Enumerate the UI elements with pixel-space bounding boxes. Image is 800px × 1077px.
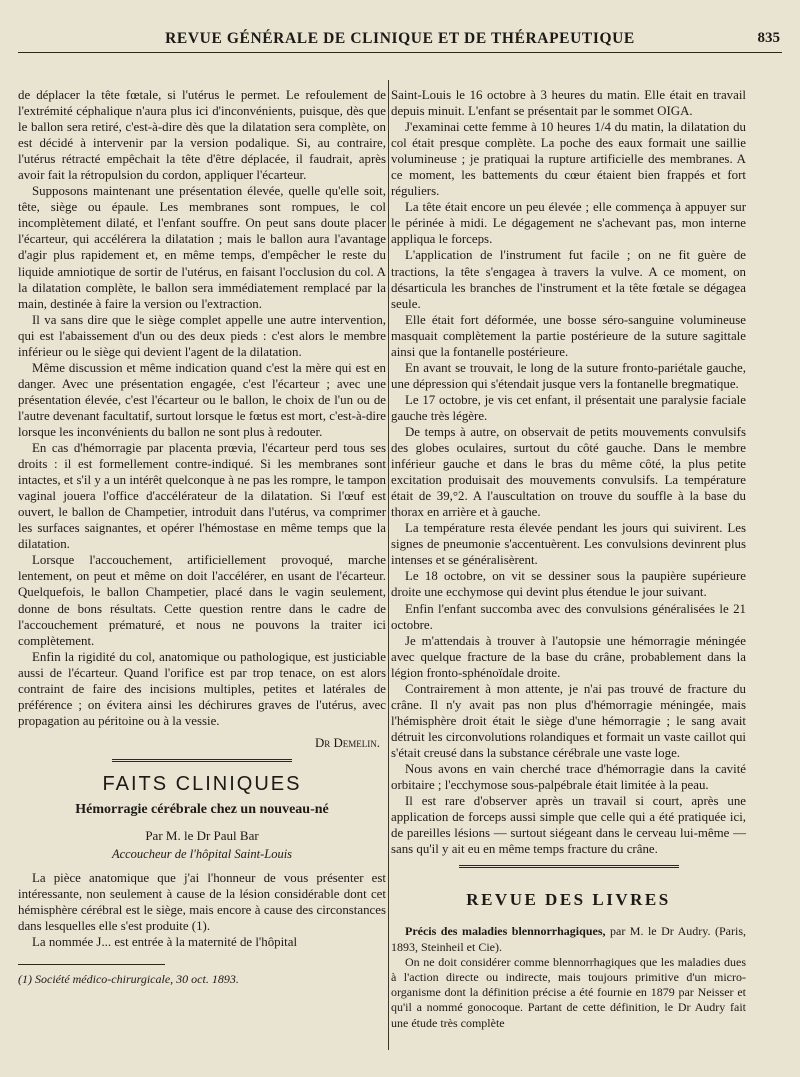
left-column [18,87,386,987]
article-byline: Par M. le Dr Paul Bar [145,828,259,844]
paragraph: La température resta élevée pendant les jours qui suivirent. Les signes de pneumonie s'accentuèrent. Les convulsions devinrent plus intenses et se généralisèrent. [391,521,746,568]
paragraph: J'examinai cette femme à 10 heures 1/4 du matin, la dilatation du col était presque complète. La poche des eaux formait une saillie volumineuse ; je pratiquai la rupture artificielle des membranes. A ce moment, les battements du cœur étaient bien frappés et fort réguliers. [391,120,746,199]
paragraph: Nous avons en vain cherché trace d'hémorragie dans la cavité orbitaire ; l'ecchymose sous-palpébrale était limitée à la peau. [391,761,746,793]
page-number: 835 [757,30,780,46]
paragraph: Il va sans dire que le siège complet appelle une autre intervention, qui est l'abaissement d'un ou des deux pieds : c'est alors le membre inférieur ou le siège qui devient l'agent de la dilatation. [18,312,386,359]
review-book-author: par M. le Dr Audry. (Paris, 1893, Steinheil et Cie). [391,924,747,954]
paragraph: De temps à autre, on observait de petits mouvements convulsifs des globes oculaires, surtout du côté gauche. Dans le membre inférieur gauche et dans le bras du même côté, la plus petite excitation produisait des mouvements convulsifs. La température était de 39,°2. A l'auscultation on trouve du souffle à la base du thorax en arrière et à gauche. [391,424,746,520]
paragraph: La tête était encore un peu élevée ; elle commença à appuyer sur le périnée à midi. Le dégagement ne s'achevant pas, mon interne appliqua le forceps. [391,200,746,247]
paragraph: Il est rare d'observer après un travail si court, après une application de forceps aussi simple que celle qui a été pratiquée ici, de pareilles lésions — surtout siégeant dans le cerveau lui-même — sans qu'il y ait eu en même temps fracture du crâne. [391,794,746,857]
paragraph: de déplacer la tête fœtale, si l'utérus le permet. Le refoulement de l'extrémité céphalique n'aura plus ici d'inconvénients, puisque, dès que le ballon sera retiré, c'est-à-dire dès que la dilatation sera complète, on est décidé à intervenir par la version podalique. Si, au contraire, l'utérus rétracté empêchait la tête d'être déplacée, il faudrait, après avoir fait la rétropulsion du cordon, appliquer l'écarteur. [18,88,386,183]
paragraph: Même discussion et même indication quand c'est la mère qui est en danger. Avec une présentation engagée, c'est l'écarteur ; avec une présentation élevée, c'est l'écarteur ou le ballon, le choix de l'un ou de l'autre devenant facultatif, surtout lorsque le fœtus est mort, c'est-à-dire lorsque les inconvénients du ballon ne sont plus à redouter. [18,360,386,439]
footnote-rule [18,964,165,965]
paragraph: Le 17 octobre, je vis cet enfant, il présentait une paralysie faciale gauche très légère. [391,392,746,423]
section-title-revue-des-livres: REVUE DES LIVRES [466,890,671,910]
paragraph: La nommée J... est entrée à la maternité de l'hôpital [32,935,298,950]
author-signature: Dr Demelin. [314,735,380,750]
page-header [18,28,782,53]
column-divider [388,80,389,1050]
paragraph: Enfin la rigidité du col, anatomique ou pathologique, est justiciable aussi de l'écarteur. Quand l'orifice est par trop tenace, on est alors contraint de faire des incisions multiples, petites et latérales de préférence ; on évitera ainsi les déchirures graves de l'utérus, avec propagation au péritoine ou à la vessie. [18,649,386,728]
right-column [391,87,746,1031]
running-head: REVUE GÉNÉRALE DE CLINIQUE ET DE THÉRAPEUTIQUE [165,30,635,47]
paragraph: L'application de l'instrument fut facile ; on ne fit guère de tractions, la tête s'engagea à travers la vulve. A ce moment, on désarticula les branches de l'instrument et la tête fœtale se dégagea seule. [391,248,746,311]
section-title-faits-cliniques: FAITS CLINIQUES [102,772,302,795]
paragraph: Saint-Louis le 16 octobre à 3 heures du matin. Elle était en travail depuis minuit. L'enfant se présentait par le sommet OIGA. [391,88,746,119]
section-rule [112,759,292,762]
review-book-title: Précis des maladies blennorrhagiques, [405,924,606,939]
paragraph: En avant se trouvait, le long de la suture fronto-pariétale gauche, une dépression qui s'étendait jusque vers la fontanelle bregmatique. [391,360,746,391]
paragraph: Elle était fort déformée, une bosse séro-sanguine volumineuse masquait complètement la partie postérieure de la suture sagittale ainsi que la fontanelle postérieure. [391,312,746,359]
article-title: Hémorragie cérébrale chez un nouveau-né [75,801,329,817]
author-affiliation: Accoucheur de l'hôpital Saint-Louis [111,847,293,862]
paragraph: Lorsque l'accouchement, artificiellement provoqué, marche lentement, on peut et même on doit l'accélérer, en usant de l'écarteur. Quelquefois, le ballon Champetier, placé dans le vagin seulement, donne de bons résultats. Cette question rentre dans le cadre de l'accouchement prématuré, et nous ne pouvons la traiter ici complètement. [18,553,386,648]
paragraph: Le 18 octobre, on vit se dessiner sous la paupière supérieure droite une ecchymose qui devint plus étendue le jour suivant. [391,569,746,600]
footnote: (1) Société médico-chirurgicale, 30 oct. 1893. [18,972,239,987]
paragraph: Contrairement à mon attente, je n'ai pas trouvé de fracture du crâne. Il n'y avait pas non plus d'hémorragie méningée, mais l'hémisphère droit était le siège d'une hémorragie ; le sang avait détruit les circonvolutions rolandiques et formait un vaste caillot qui s'était creusé dans la substance cérébrale une vaste loge. [391,681,746,760]
paragraph: La pièce anatomique que j'ai l'honneur de vous présenter est intéressante, non seulement à cause de la lésion considérable dont cet hémisphère cérébral est le siège, mais encore à cause des circonstances dans lesquelles elle s'est produite (1). [18,871,386,934]
paragraph: Je m'attendais à trouver à l'autopsie une hémorragie méningée avec quelque fracture de la base du crâne, probablement dans la légion fronto-sphénoïdale droite. [391,633,746,680]
paragraph: Supposons maintenant une présentation élevée, quelle qu'elle soit, tête, siège ou épaule. Les membranes sont rompues, le col incomplètement dilaté, et l'enfant souffre. On peut sans doute placer l'écarteur, qui accélérera la dilatation ; mais le ballon aura l'avantage d'agir plus rapidement et, en même temps, d'empêcher le reste du liquide amniotique de sortir de l'utérus, en faisant l'occlusion du col. A la dilatation complète, le ballon sera immédiatement remplacé par la main, destinée à faire la version ou l'extraction. [18,184,386,311]
section-rule [459,865,679,868]
paragraph: Enfin l'enfant succomba avec des convulsions généralisées le 21 octobre. [391,601,746,632]
review-heading [391,924,746,954]
paragraph: En cas d'hémorragie par placenta prœvia, l'écarteur perd tous ses droits : il est formellement contre-indiqué. Si les membranes sont intactes, et s'il y a un intérêt quelconque à ne pas les rompre, le tampon vaginal jouera l'office d'accélérateur de la dilatation. Si l'œuf est ouvert, le ballon de Champetier, introduit dans l'utérus, va comprimer les surfaces saignantes, et opérer l'hémostase en même temps que la dilatation. [18,441,386,552]
review-body: On ne doit considérer comme blennorrhagiques que les maladies dues à l'action directe ou indirecte, mais toujours primitive d'un micro-organisme dont la définition précise a été fournie en 1879 par Neisser et qu'il a nommé gonocoque. Partant de cette définition, le Dr Audry fait une étude très complète [391,954,746,1030]
